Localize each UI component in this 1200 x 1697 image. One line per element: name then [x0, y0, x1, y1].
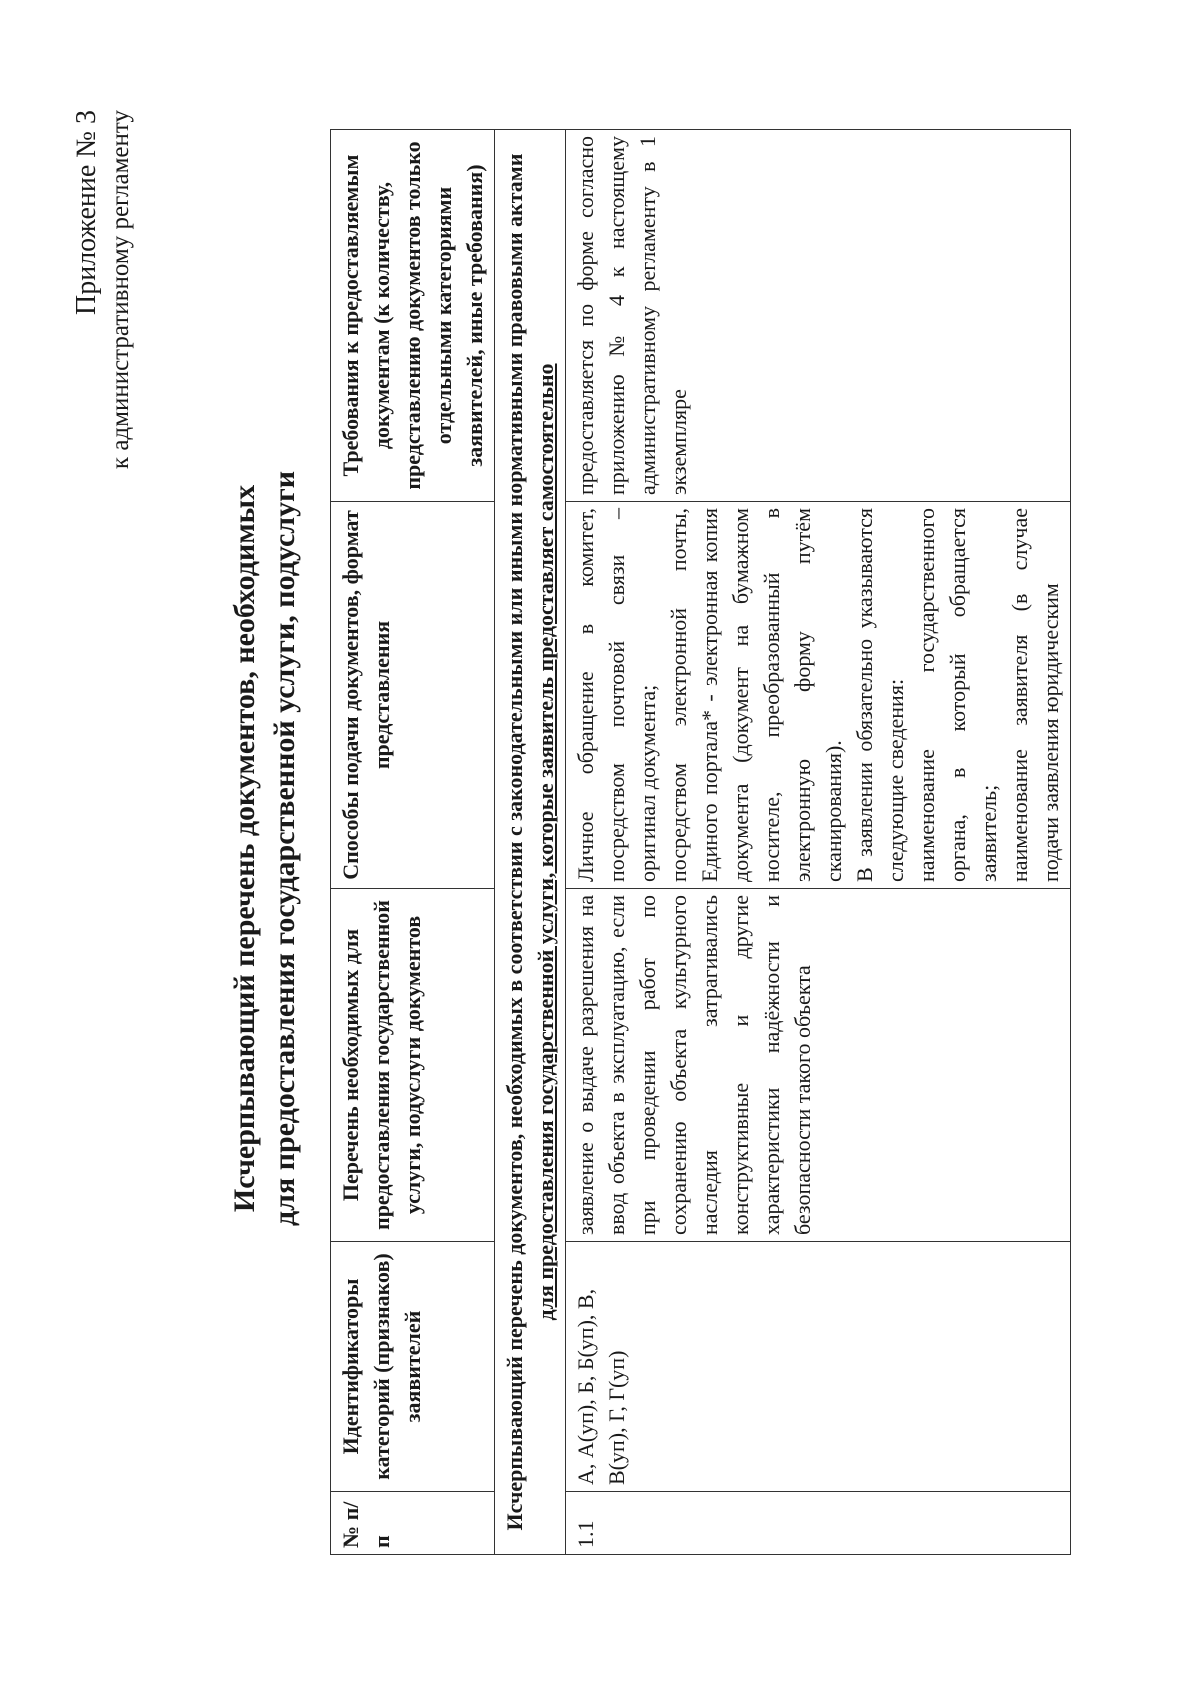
col-header-categories: Идентификаторы категорий (признаков) заявителей	[331, 1242, 495, 1492]
title-line-2: для предоставления государственной услуги, подуслуги	[268, 470, 301, 1227]
section-title	[495, 130, 566, 1555]
col-header-requirements: Требования к предоставляемым документам (к количеству, представлению документов только отдельными категориями заявителей, иные требования)	[331, 130, 495, 502]
cell-requirements: предоставляется по форме согласно приложению № 4 к настоящему административному регламенту в 1 экземпляре	[566, 130, 1071, 502]
cell-methods	[566, 502, 1071, 889]
section-row	[495, 130, 566, 1555]
table-header-row	[331, 130, 495, 1555]
method-line: посредством электронной почты, Единого портала* - электронная копия документа (документ на бумажном носителе, преобразованный в электронную форму путём сканирования).	[666, 508, 846, 882]
method-line: наименование заявителя (в случае подачи заявления юридическим	[1007, 508, 1063, 882]
col-header-methods: Способы подачи документов, формат представления	[331, 502, 495, 889]
cell-categories: А, А(уп), Б, Б(уп), В, В(уп), Г, Г(уп)	[566, 1242, 1071, 1492]
cell-document: заявление о выдаче разрешения на ввод объекта в эксплуатацию, если при проведении работ по сохранению объекта культурного наследия затрагивались конструктивные и другие характеристики надёжности и безопасности такого объекта	[566, 889, 1071, 1242]
table-row	[566, 130, 1071, 1555]
cell-number: 1.1	[566, 1492, 1071, 1555]
col-header-number: № п/п	[331, 1492, 495, 1555]
appendix-to: к административному регламенту	[107, 110, 134, 470]
method-line: Личное обращение в комитет, посредством почтовой связи – оригинал документа;	[573, 508, 660, 882]
section-title-part-2: для предоставления государственной услуги, которые заявитель предоставляет самостоятельно	[533, 363, 558, 1321]
method-line: В заявлении обязательно указываются следующие сведения:	[852, 508, 908, 882]
appendix-header	[70, 110, 138, 469]
appendix-number: Приложение № 3	[71, 110, 102, 315]
method-line: наименование государственного органа, в который обращается заявитель;	[914, 508, 1001, 882]
documents-table	[330, 129, 1071, 1555]
title-line-1: Исчерпывающий перечень документов, необходимых	[228, 484, 261, 1213]
section-title-part-1: Исчерпывающий перечень документов, необходимых в соответствии с законодательными или иными нормативными правовыми актами	[502, 153, 527, 1531]
col-header-documents: Перечень необходимых для предоставления государственной услуги, подуслуги документов	[331, 889, 495, 1242]
document-title	[225, 110, 305, 1587]
